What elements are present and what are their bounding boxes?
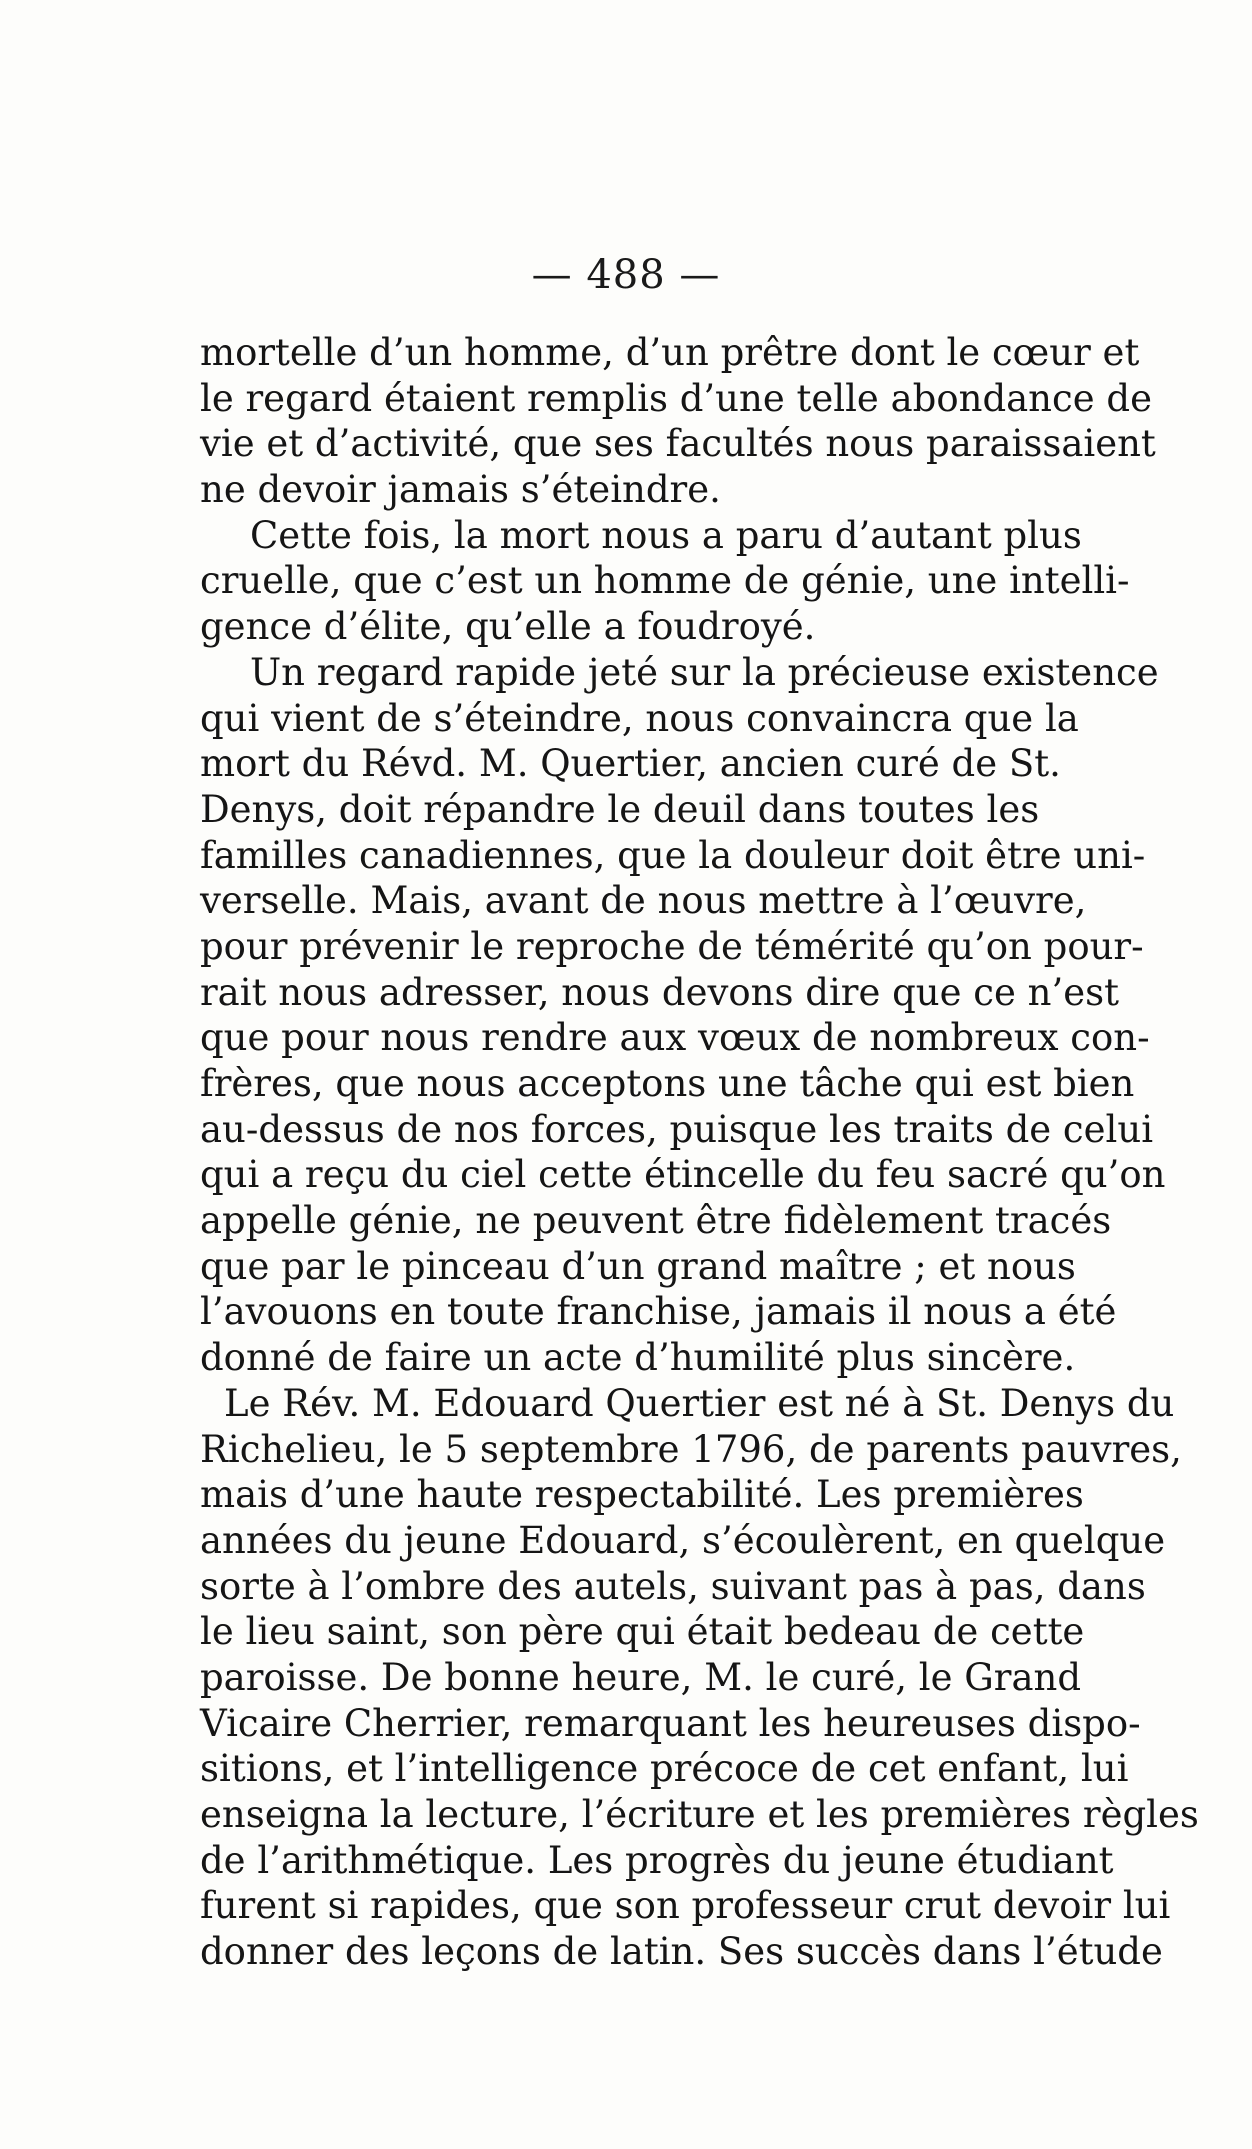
text-line: paroisse. De bonne heure, M. le curé, le Grand	[200, 1655, 1082, 1699]
text-line: Vicaire Cherrier, remarquant les heureuses dispo-	[200, 1701, 1141, 1745]
text-line: donné de faire un acte d’humilité plus sincère.	[200, 1336, 1076, 1380]
text-line: rait nous adresser, nous devons dire que ce n’est	[200, 970, 1120, 1014]
text-line: donner des leçons de latin. Ses succès dans l’étude	[200, 1930, 1163, 1974]
text-line: mortelle d’un homme, d’un prêtre dont le cœur et	[200, 331, 1140, 374]
text-line: pour prévenir le reproche de témérité qu’on pour-	[200, 924, 1144, 968]
text-line: sitions, et l’intelligence précoce de cet enfant, lui	[200, 1747, 1129, 1791]
text-line: sorte à l’ombre des autels, suivant pas à pas, dans	[200, 1564, 1146, 1608]
text-line: appelle génie, ne peuvent être fidèlement tracés	[200, 1199, 1112, 1243]
text-line: Cette fois, la mort nous a paru d’autant plus	[250, 513, 1082, 557]
text-line: qui a reçu du ciel cette étincelle du feu sacré qu’on	[200, 1153, 1166, 1197]
text-line: au-dessus de nos forces, puisque les traits de celui	[200, 1107, 1154, 1151]
text-line: frères, que nous acceptons une tâche qui est bien	[200, 1062, 1135, 1105]
text-line: Denys, doit répandre le deuil dans toutes les	[200, 787, 1040, 831]
text-line: familles canadiennes, que la douleur doit être uni-	[200, 833, 1146, 877]
text-line: de l’arithmétique. Les progrès du jeune étudiant	[200, 1838, 1114, 1882]
text-line: Le Rév. M. Edouard Quertier est né à St. Denys du	[224, 1381, 1175, 1425]
text-line: Richelieu, le 5 septembre 1796, de parents pauvres,	[200, 1427, 1182, 1471]
text-line: cruelle, que c’est un homme de génie, une intelli-	[200, 559, 1130, 603]
text-line: verselle. Mais, avant de nous mettre à l’œuvre,	[200, 879, 1087, 923]
text-line: années du jeune Edouard, s’écoulèrent, en quelque	[200, 1518, 1166, 1562]
text-line: furent si rapides, que son professeur crut devoir lui	[200, 1884, 1171, 1928]
text-line: le lieu saint, son père qui était bedeau de cette	[200, 1610, 1085, 1654]
text-line: ne devoir jamais s’éteindre.	[200, 468, 721, 512]
text-line: gence d’élite, qu’elle a foudroyé.	[200, 605, 816, 649]
text-line: que pour nous rendre aux vœux de nombreux con-	[200, 1016, 1150, 1060]
text-line: mort du Révd. M. Quertier, ancien curé de St.	[200, 742, 1061, 786]
text-line: vie et d’activité, que ses facultés nous paraissaient	[200, 422, 1156, 466]
text-line: le regard étaient remplis d’une telle abondance de	[200, 376, 1152, 420]
text-line: Un regard rapide jeté sur la précieuse existence	[250, 650, 1159, 694]
body-text	[200, 330, 1235, 1975]
text-line: mais d’une haute respectabilité. Les premières	[200, 1473, 1084, 1517]
text-line: qui vient de s’éteindre, nous convaincra que la	[200, 696, 1079, 740]
text-line: l’avouons en toute franchise, jamais il nous a été	[200, 1290, 1117, 1334]
text-line: que par le pinceau d’un grand maître ; et nous	[200, 1244, 1076, 1288]
page-number: — 488 —	[531, 252, 721, 298]
text-line: enseigna la lecture, l’écriture et les premières règles	[200, 1793, 1199, 1836]
